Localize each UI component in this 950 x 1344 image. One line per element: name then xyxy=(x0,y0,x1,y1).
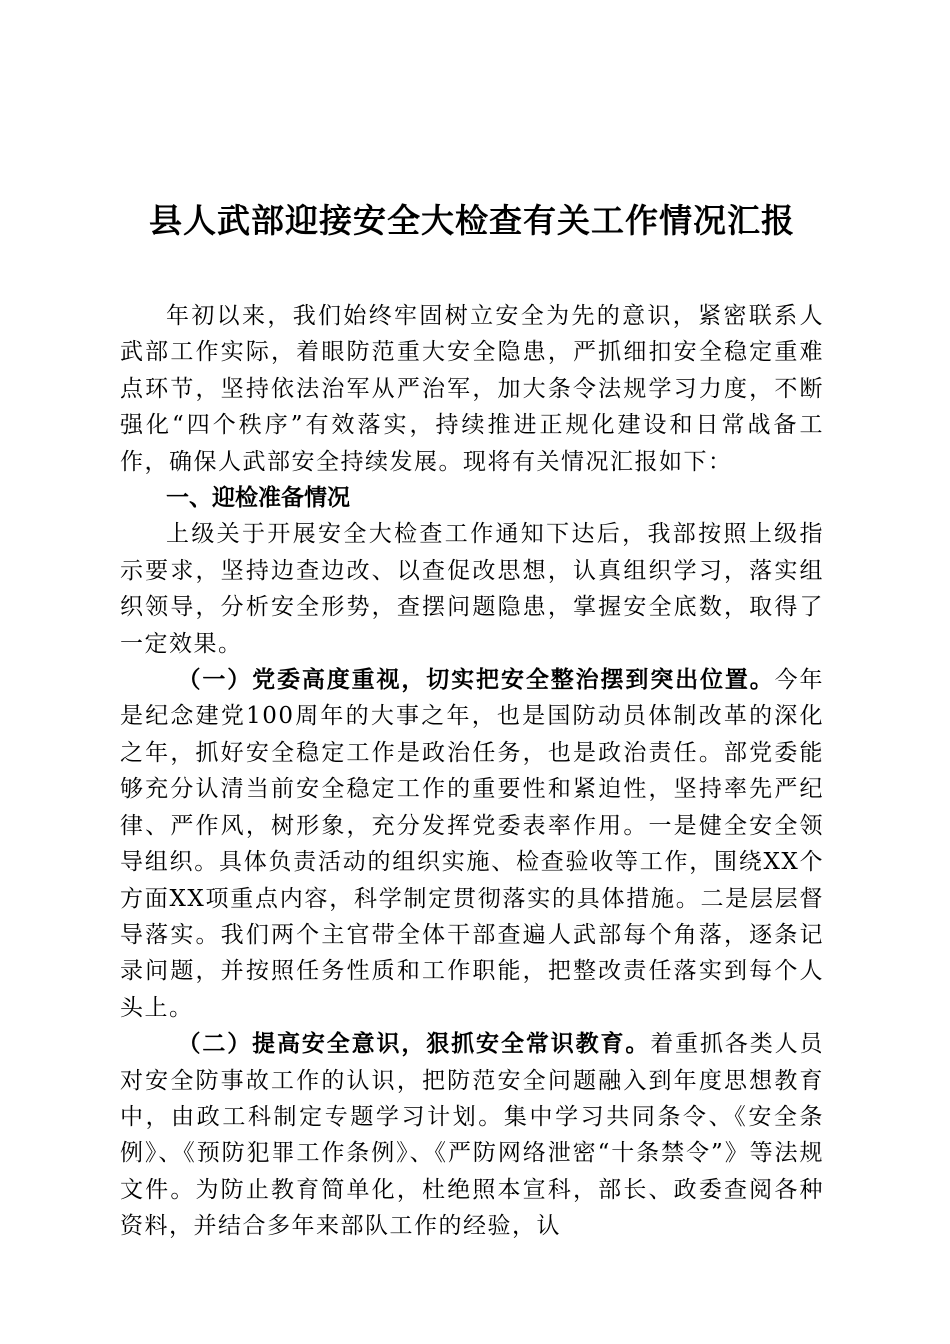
subsection1-paragraph xyxy=(120,662,824,1026)
subsection1-lead: （一）党委高度重视，切实把安全整治摆到突出位置。 xyxy=(177,666,775,694)
section1-paragraph: 上级关于开展安全大检查工作通知下达后，我部按照上级指示要求，坚持边查边改、以查促改思想，认真组织学习，落实组织领导，分析安全形势，查摆问题隐患，掌握安全底数，取得了一定效果。 xyxy=(120,521,824,657)
subsection2-paragraph xyxy=(120,1026,824,1244)
subsection2-lead: （二）提高安全意识，狠抓安全常识教育。 xyxy=(177,1030,651,1058)
subsection2-body: 着重抓各类人员对安全防事故工作的认识，把防范安全问题融入到年度思想教育中，由政工科制定专题学习计划。集中学习共同条令、《安全条例》、《预防犯罪工作条例》、《严防网络泄密“十条禁令”》等法规文件。为防止教育简单化，杜绝照本宣科，部长、政委查阅各种资料，并结合多年来部队工作的经验，认 xyxy=(120,1031,825,1240)
section-heading-1: 一、迎检准备情况 xyxy=(166,484,350,512)
document-title: 县人武部迎接安全大检查有关工作情况汇报 xyxy=(149,201,795,240)
subsection1-body: 今年是纪念建党100周年的大事之年，也是国防动员体制改革的深化之年，抓好安全稳定工作是政治任务，也是政治责任。部党委能够充分认清当前安全稳定工作的重要性和紧迫性，坚持率先严纪律、严作风，树形象，充分发挥党委表率作用。一是健全安全领导组织。具体负责活动的组织实施、检查验收等工作，围绕XX个方面XX项重点内容，科学制定贯彻落实的具体措施。二是层层督导落实。我们两个主官带全体干部查遍人武部每个角落，逐条记录问题，并按照任务性质和工作职能，把整改责任落实到每个人头上。 xyxy=(120,667,825,1021)
intro-paragraph: 年初以来，我们始终牢固树立安全为先的意识，紧密联系人武部工作实际，着眼防范重大安全隐患，严抓细扣安全稳定重难点环节，坚持依法治军从严治军，加大条令法规学习力度，不断强化“四个秩序”有效落实，持续推进正规化建设和日常战备工作，确保人武部安全持续发展。现将有关情况汇报如下： xyxy=(120,303,824,475)
